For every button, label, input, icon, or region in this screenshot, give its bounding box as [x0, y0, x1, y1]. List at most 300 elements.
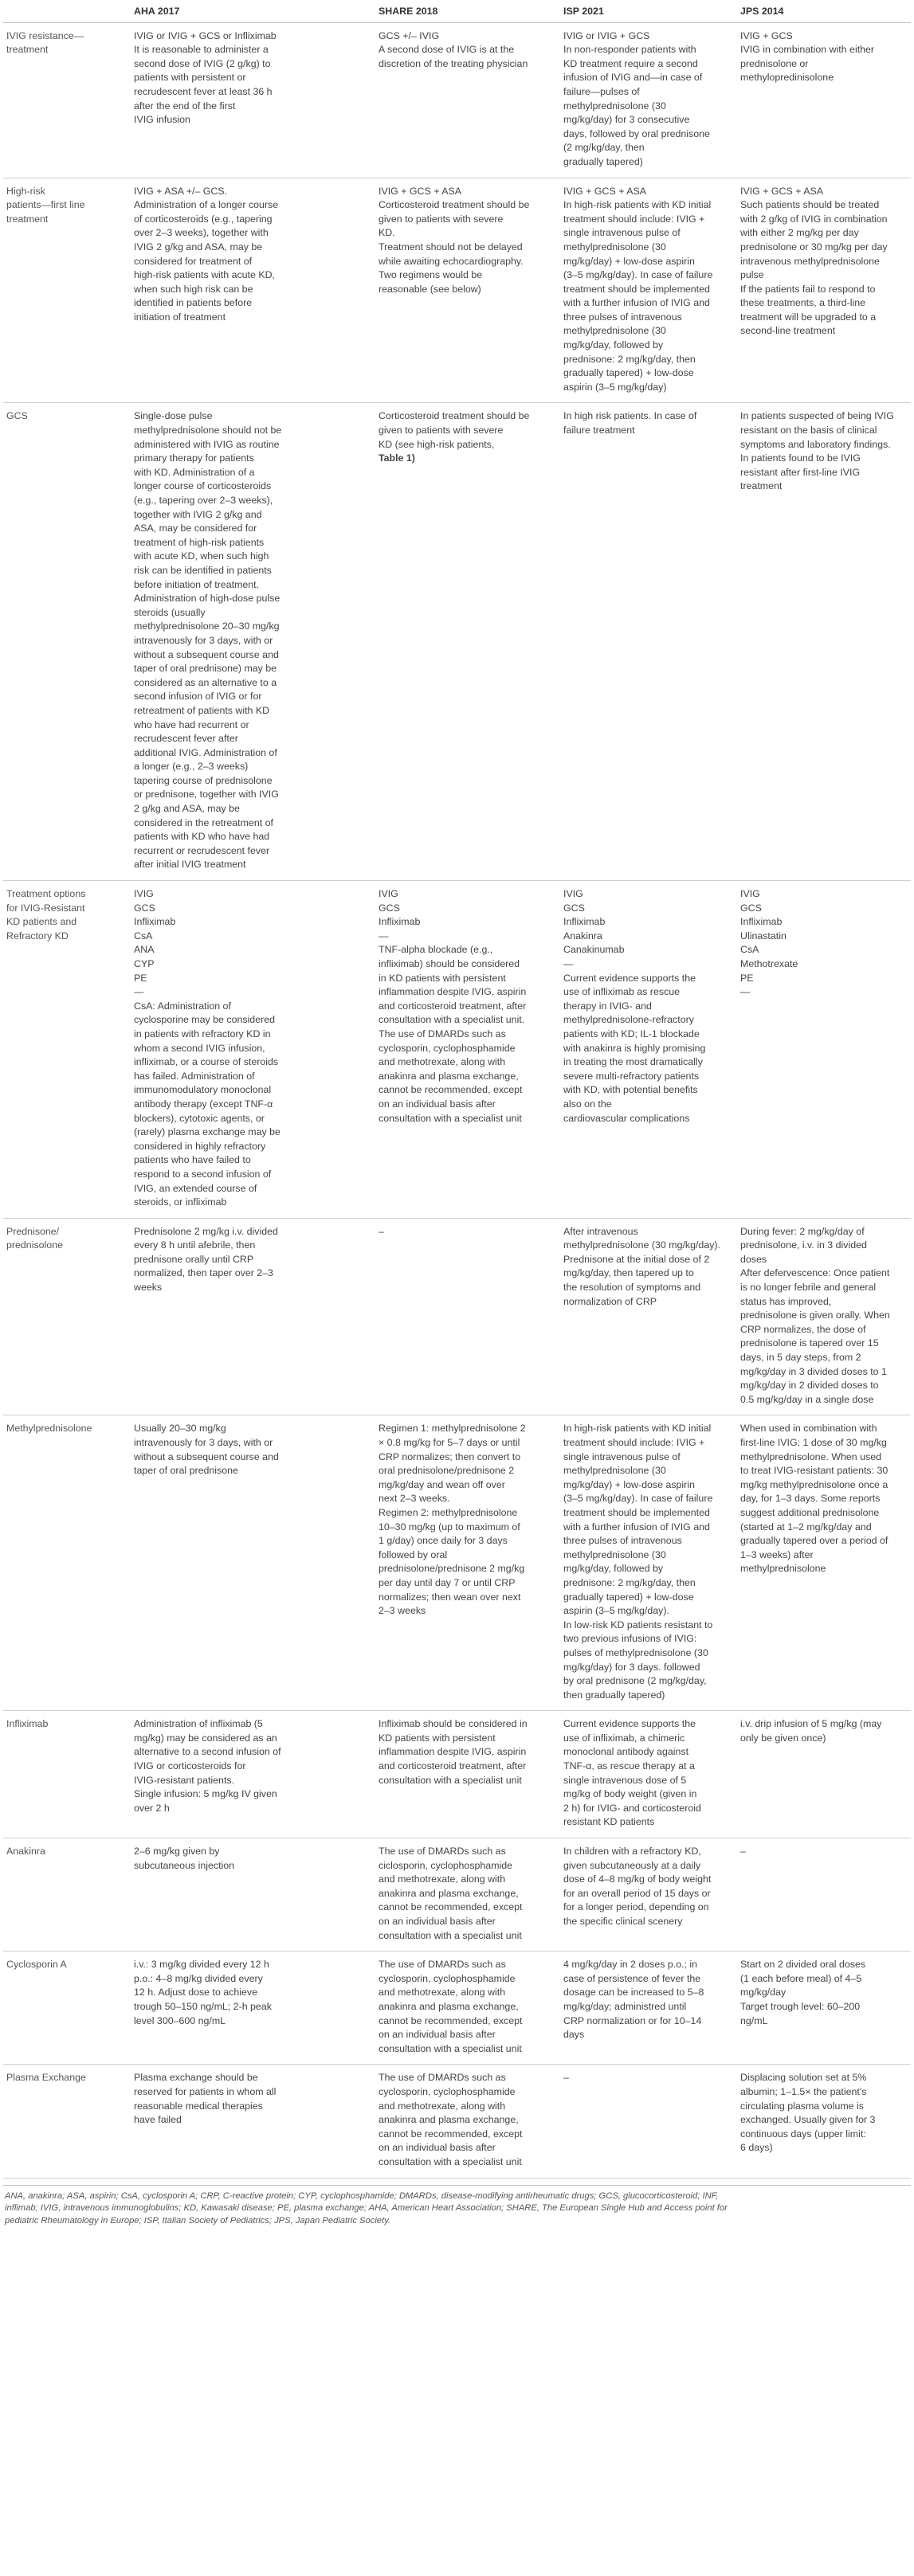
cell-text-line: methylprednisolone (30	[563, 241, 666, 253]
cell-text-line: next 2–3 weeks.	[379, 1493, 450, 1505]
cell-text-line: aspirin (3–5 mg/kg/day)	[563, 381, 667, 393]
cell-share-2018	[375, 1711, 560, 1838]
cell-text-line: —	[134, 986, 144, 998]
cell-text-line: GCS	[563, 902, 585, 914]
cell-text-line: trough 50–150 ng/mL; 2-h peak	[134, 2000, 272, 2012]
cell-text-line: Single-dose pulse	[134, 410, 213, 422]
cell-text-line: Infliximab	[379, 916, 421, 928]
row-header-cell	[3, 1711, 131, 1838]
cell-text-line: methylprednisolone 20–30 mg/kg	[134, 621, 280, 632]
cell-text-line: methylprednisolone (30	[563, 100, 666, 112]
row-header-cell	[3, 2065, 131, 2178]
cell-text-line: KD treatment require a second	[563, 57, 698, 69]
cell-text-line: ANA	[134, 944, 155, 956]
table-row	[3, 1218, 911, 1415]
cell-text-line: on an individual basis after	[379, 1098, 496, 1110]
cell-text-line: reasonable (see below)	[379, 283, 481, 295]
cell-text-line: 6 days)	[740, 2142, 773, 2154]
cell-text-line: (1 each before meal) of 4–5	[740, 1972, 862, 1984]
cell-isp-2021	[560, 881, 737, 1219]
cell-text-line: while awaiting echocardiography.	[379, 255, 524, 267]
cell-text-line: –	[563, 2072, 569, 2084]
cell-text-line: After intravenous	[563, 1225, 638, 1237]
cell-aha-2017	[131, 178, 375, 403]
cell-text-line: treatment will be upgraded to a	[740, 311, 877, 323]
cell-text-line: continuous days (upper limit:	[740, 2128, 866, 2139]
cell-text-line: cannot be recommended, except	[379, 2128, 523, 2139]
cell-text-line: IVIG 2 g/kg and ASA, may be	[134, 241, 263, 253]
cell-text-line: Two regimens would be	[379, 269, 483, 281]
cell-text-line: on an individual basis after	[379, 2029, 496, 2041]
cell-text-line: In patients suspected of being IVIG	[740, 410, 894, 422]
cell-text-line: alternative to a second infusion of	[134, 1746, 281, 1758]
cell-text-line: The use of DMARDs such as	[379, 2072, 506, 2084]
cell-text-line: immunomodulatory monoclonal	[134, 1084, 272, 1096]
row-header-cell	[3, 178, 131, 403]
cell-text-line: methylprednisolone. When used	[740, 1450, 882, 1462]
cell-text-line: In children with a refractory KD,	[563, 1846, 701, 1858]
cell-text-line: first-line IVIG: 1 dose of 30 mg/kg	[740, 1437, 887, 1448]
cell-text-line: prednisolone or	[740, 57, 809, 69]
cell-jps-2014	[737, 22, 911, 178]
cell-text-line: Infliximab should be considered in	[379, 1718, 528, 1730]
cell-text-line: anakinra and plasma exchange,	[379, 1887, 519, 1899]
cell-text-line: failure—pulses of	[563, 85, 640, 97]
cell-text-line: mg/kg) may be considered as an	[134, 1732, 277, 1744]
cell-text-line: consultation with a specialist unit	[379, 2042, 522, 2054]
cell-aha-2017	[131, 403, 375, 881]
cell-text-line: CsA: Administration of	[134, 1000, 231, 1012]
row-header-line: treatment	[6, 44, 49, 56]
cell-text-line: IVIG or IVIG + GCS or Infliximab	[134, 29, 277, 41]
cell-text-line: Infliximab	[740, 916, 783, 928]
cell-text-line: subcutaneous injection	[134, 1859, 235, 1871]
cell-text-line: KD (see high-risk patients,	[379, 438, 495, 450]
cell-text-line: GCS	[379, 902, 400, 914]
row-header-line: GCS	[6, 410, 28, 422]
cell-aha-2017	[131, 1415, 375, 1711]
cell-text-line: Single infusion: 5 mg/kg IV given	[134, 1788, 277, 1800]
cell-text-line: methylprednisolone (30	[563, 1465, 666, 1477]
cell-text-line: level 300–600 ng/mL	[134, 2014, 226, 2026]
cell-text-line: TNF-alpha blockade (e.g.,	[379, 944, 493, 956]
cell-text-line: per day until day 7 or until CRP	[379, 1576, 516, 1588]
cell-text-line: 4 mg/kg/day in 2 doses p.o.; in	[563, 1959, 698, 1971]
row-header-line: IVIG resistance—	[6, 29, 84, 41]
cell-text-line: with anakinra is highly promising	[563, 1042, 706, 1054]
cell-text-line: monoclonal antibody against	[563, 1746, 689, 1758]
cell-jps-2014	[737, 403, 911, 881]
cell-text-line: mg/kg/day; administred until	[563, 2000, 687, 2012]
cell-text-line: recrudescent fever after	[134, 733, 238, 745]
cell-text-line: gradually tapered) + low-dose	[563, 367, 694, 379]
cell-text-line: Target trough level: 60–200	[740, 2000, 861, 2012]
cell-text-line: three pulses of intravenous	[563, 1535, 682, 1547]
cell-text-line: prednisolone/prednisone 2 mg/kg	[379, 1563, 525, 1575]
row-header-line: Methylprednisolone	[6, 1423, 92, 1435]
cell-text-line: also on the	[563, 1098, 612, 1110]
cell-text-line: consultation with a specialist unit	[379, 1112, 522, 1124]
cell-text-line: circulating plasma volume is	[740, 2100, 864, 2112]
cell-text-line: mg/kg/day and wean off over	[379, 1478, 505, 1490]
cell-text-line: mg/kg/day, followed by	[563, 339, 664, 351]
cell-text-line: longer course of corticosteroids	[134, 480, 272, 492]
cell-share-2018	[375, 881, 560, 1219]
cell-text-line: second infusion of IVIG or for	[134, 691, 262, 703]
cell-text-line: patients who have failed to	[134, 1154, 251, 1166]
cell-aha-2017	[131, 2065, 375, 2178]
cell-text-line: suggest additional prednisolone	[740, 1506, 880, 1518]
cell-text-line: resistant on the basis of clinical	[740, 425, 877, 437]
cell-text-line: (rarely) plasma exchange may be	[134, 1126, 280, 1138]
cell-text-line: In high-risk patients with KD initial	[563, 199, 712, 211]
header-cell-empty	[3, 2, 131, 22]
cell-text-line: given to patients with severe	[379, 213, 504, 225]
guideline-comparison-table	[3, 2, 911, 2179]
table-header	[3, 2, 911, 22]
cell-text-line: IVIG + GCS + ASA	[740, 185, 823, 197]
cell-isp-2021	[560, 403, 737, 881]
cell-text-line: additional IVIG. Administration of	[134, 746, 277, 758]
cell-text-line: IVIG	[740, 888, 760, 900]
cell-text-line: over 2–3 weeks), together with	[134, 227, 269, 239]
cell-text-line: normalizes; then wean over next	[379, 1591, 521, 1603]
cell-text-line: whom a second IVIG infusion,	[134, 1042, 265, 1054]
cell-text-line: use of infliximab as rescue	[563, 986, 681, 998]
cell-text-line: Current evidence supports the	[563, 1718, 696, 1730]
row-header-cell	[3, 881, 131, 1219]
cell-text-line: who have had recurrent or	[134, 718, 249, 730]
cell-text-line: treatment should be implemented	[563, 283, 710, 295]
row-header-cell	[3, 1952, 131, 2065]
cell-text-line: before initiation of treatment.	[134, 578, 260, 590]
cell-isp-2021	[560, 1952, 737, 2065]
table-row	[3, 1415, 911, 1711]
cell-text-line: pulses of methylprednisolone (30	[563, 1646, 708, 1658]
cell-text-line: prednisone: 2 mg/kg/day, then	[563, 1576, 696, 1588]
cell-text-line: reasonable medical therapies	[134, 2100, 263, 2112]
cell-text-line: Regimen 1: methylprednisolone 2	[379, 1423, 526, 1435]
table-footnote	[3, 2185, 911, 2228]
cell-text-line: × 0.8 mg/kg for 5–7 days or until	[379, 1437, 520, 1448]
row-header-line: Cyclosporin A	[6, 1959, 67, 1971]
cell-share-2018	[375, 403, 560, 881]
cell-text-line: without a subsequent course and	[134, 1450, 279, 1462]
cell-text-line: In low-risk KD patients resistant to	[563, 1619, 713, 1631]
cell-text-line: IVIG or corticosteroids for	[134, 1760, 246, 1772]
cell-text-line: A second dose of IVIG is at the	[379, 44, 515, 56]
cell-text-line: methylprednisolone (30	[563, 325, 666, 337]
cell-text-line: prednisolone is given orally. When	[740, 1310, 890, 1321]
cell-text-line: cyclosporin, cyclophosphamide	[379, 2085, 516, 2097]
cell-text-line: treatment should include: IVIG +	[563, 1437, 705, 1448]
cell-text-line: have failed	[134, 2114, 182, 2126]
cell-text-line: blockers), cytotoxic agents, or	[134, 1112, 265, 1124]
table-row	[3, 1952, 911, 2065]
cell-text-line: over 2 h	[134, 1802, 170, 1814]
cell-text-line: taper of oral prednisone) may be	[134, 663, 277, 675]
cell-text-line: dose of 4–8 mg/kg of body weight	[563, 1873, 712, 1885]
cell-text-line: and methotrexate, along with	[379, 1987, 506, 1999]
cell-jps-2014	[737, 1711, 911, 1838]
cell-text-line: methylprednisolone should not be	[134, 425, 282, 437]
cell-text-line: 2–3 weeks	[379, 1605, 426, 1617]
cell-text-line: GCS	[740, 902, 762, 914]
cell-text-line: In patients found to be IVIG	[740, 452, 861, 464]
cell-text-line: i.v.: 3 mg/kg divided every 12 h	[134, 1959, 269, 1971]
cell-text-line: mg/kg/day) for 3 consecutive	[563, 114, 690, 126]
cell-text-line: inflammation despite IVIG, aspirin	[379, 986, 527, 998]
cell-text-line: mg/kg/day) for 3 days. followed	[563, 1661, 700, 1673]
row-header-line: Plasma Exchange	[6, 2072, 86, 2084]
cell-text-line: –	[740, 1846, 746, 1858]
row-header-line: Prednisone/	[6, 1225, 60, 1237]
cell-text-line: 2 h) for IVIG- and corticosteroid	[563, 1802, 701, 1814]
cell-text-line: After defervescence: Once patient	[740, 1267, 890, 1279]
cell-text-line: prednisone: 2 mg/kg/day, then	[563, 353, 696, 365]
cell-text-line: CRP normalizes, the dose of	[740, 1323, 866, 1335]
cell-share-2018	[375, 178, 560, 403]
cell-text-line: cyclosporine may be considered	[134, 1014, 276, 1026]
cell-jps-2014	[737, 1415, 911, 1711]
cell-text-line: resistant KD patients	[563, 1816, 655, 1828]
cell-text-line: risk can be identified in patients	[134, 564, 272, 576]
cell-text-line: treatment should include: IVIG +	[563, 213, 705, 225]
cell-text-line: with KD, with potential benefits	[563, 1084, 698, 1096]
cell-text-line: and methotrexate, along with	[379, 1873, 506, 1885]
cell-text-line: status has improved,	[740, 1295, 832, 1307]
cell-text-line: CRP normalization or for 10–14	[563, 2014, 702, 2026]
cell-text-line: methylprednisolone (30	[563, 1548, 666, 1560]
cell-text-line: in treating the most dramatically	[563, 1056, 703, 1068]
row-header-line: treatment	[6, 213, 49, 225]
cell-text-line: retreatment of patients with KD	[134, 704, 270, 716]
cell-text-line: for an overall period of 15 days or	[563, 1887, 711, 1899]
cell-text-line: GCS	[134, 902, 155, 914]
cell-text-line: cannot be recommended, except	[379, 1901, 523, 1913]
cell-text-line: (started at 1–2 mg/kg/day and	[740, 1521, 872, 1533]
cell-text-line: on an individual basis after	[379, 2142, 496, 2154]
cell-text-line: day, for 1–3 days. Some reports	[740, 1493, 881, 1505]
cell-text-line: and methotrexate, along with	[379, 2100, 506, 2112]
cell-text-line: consultation with a specialist unit	[379, 1929, 522, 1941]
cell-share-2018	[375, 1218, 560, 1415]
cell-text-line: gradually tapered)	[563, 155, 643, 167]
cell-text-line: Displacing solution set at 5%	[740, 2072, 867, 2084]
cell-text-line: 10–30 mg/kg (up to maximum of	[379, 1521, 520, 1533]
cell-isp-2021	[560, 1415, 737, 1711]
cell-text-line: prednisolone or 30 mg/kg per day	[740, 241, 888, 253]
cell-text-line: IVIG in combination with either	[740, 44, 875, 56]
cell-text-line: (3–5 mg/kg/day). In case of failure	[563, 269, 713, 281]
cell-text-line: identified in patients before	[134, 297, 253, 309]
cell-text-line: mg/kg/day in 2 divided doses to	[740, 1380, 879, 1392]
cell-text-line: IVIG	[563, 888, 583, 900]
cell-text-line: i.v. drip infusion of 5 mg/kg (may	[740, 1718, 882, 1730]
header-cell-aha-2017: AHA 2017	[131, 2, 375, 22]
cell-text-line: the resolution of symptoms and	[563, 1282, 701, 1294]
row-header-cell	[3, 1838, 131, 1952]
cell-text-line: methylprednisolone	[740, 1563, 826, 1575]
cell-aha-2017	[131, 1952, 375, 2065]
cell-text-line: mg/kg/day) + low-dose aspirin	[563, 1478, 695, 1490]
cell-text-line: or prednisone, together with IVIG	[134, 789, 279, 801]
cell-text-line: Canakinumab	[563, 944, 625, 956]
cell-text-line: CRP normalizes; then convert to	[379, 1450, 521, 1462]
cell-text-line: antibody therapy (except TNF-α	[134, 1098, 273, 1110]
cell-text-line: of corticosteroids (e.g., tapering	[134, 213, 273, 225]
cell-text-line: mg/kg/day, followed by	[563, 1563, 664, 1575]
cell-text-line: with a further infusion of IVIG and	[563, 1521, 710, 1533]
cell-text-line: therapy in IVIG- and	[563, 1000, 652, 1012]
cell-text-line: intravenously for 3 days, with or	[134, 634, 273, 646]
cell-text-line: Administration of high-dose pulse	[134, 593, 280, 605]
cell-text-line: pulse	[740, 269, 764, 281]
cell-text-line: Methotrexate	[740, 958, 798, 969]
row-header-line: prednisolone	[6, 1239, 63, 1251]
cell-text-line: Start on 2 divided oral doses	[740, 1959, 866, 1971]
cell-text-line: treatment of high-risk patients	[134, 536, 265, 548]
table-row	[3, 403, 911, 881]
cell-text-line: Anakinra	[563, 930, 602, 942]
cell-text-line: IVIG-resistant patients.	[134, 1774, 235, 1786]
row-header-cell	[3, 1218, 131, 1415]
cell-text-line: GCS +/– IVIG	[379, 29, 440, 41]
cell-text-line: when such high risk can be	[134, 283, 253, 295]
cell-text-line: Treatment should not be delayed	[379, 241, 523, 253]
cell-text-line: for a longer period, depending on	[563, 1901, 709, 1913]
cell-text-line: IVIG	[379, 888, 398, 900]
cell-text-line: In non-responder patients with	[563, 44, 696, 56]
row-header-line: High-risk	[6, 185, 45, 197]
cell-text-line: steroids, or infliximab	[134, 1196, 227, 1208]
row-header-line: Refractory KD	[6, 930, 69, 942]
cell-text-line: The use of DMARDs such as	[379, 1959, 506, 1971]
cell-text-line: given subcutaneously at a daily	[563, 1859, 701, 1871]
cell-text-line: single intravenous dose of 5	[563, 1774, 687, 1786]
cell-text-line: normalization of CRP	[563, 1295, 657, 1307]
cell-text-line: discretion of the treating physician	[379, 57, 528, 69]
footnote-line: pediatric Rheumatology in Europe; ISP, Italian Society of Pediatrics; JPS, Japan Pediatric Society.	[5, 2215, 391, 2226]
cell-text-line: only be given once)	[740, 1732, 826, 1744]
cell-text-line: dosage can be increased to 5–8	[563, 1987, 704, 1999]
cell-text-line: gradually tapered) + low-dose	[563, 1591, 694, 1603]
table-row	[3, 22, 911, 178]
cell-text-line: recurrent or recrudescent fever	[134, 844, 270, 856]
cell-text-line: primary therapy for patients	[134, 452, 254, 464]
row-header-line: for IVIG-Resistant	[6, 902, 85, 914]
cell-text-line: —	[563, 958, 574, 969]
cell-text-line: infliximab) should be considered	[379, 958, 520, 969]
table-row	[3, 881, 911, 1219]
cell-text-line: reserved for patients in whom all	[134, 2085, 277, 2097]
cell-text-line: with either 2 mg/kg per day	[740, 227, 859, 239]
row-header-cell	[3, 22, 131, 178]
footnote-line: inflimab; IVIG, intravenous immunoglobulins; KD, Kawasaki disease; PE, plasma exchange; AHA, American Heart Association; SHARE, The European Single Hub and Access point for	[5, 2203, 728, 2214]
cell-text-line: PE	[134, 972, 147, 984]
cell-aha-2017	[131, 22, 375, 178]
cell-text-line: every 8 h until afebrile, then	[134, 1239, 256, 1251]
cell-text-line: IVIG infusion	[134, 114, 190, 126]
cell-text-line: respond to a second infusion of	[134, 1168, 272, 1180]
cell-text-line: 1–3 weeks) after	[740, 1548, 814, 1560]
cell-text-line: weeks	[134, 1282, 163, 1294]
cell-text-line: recrudescent fever at least 36 h	[134, 85, 273, 97]
cell-text-line: without a subsequent course and	[134, 648, 279, 660]
cell-text-line: albumin; 1–1.5× the patient's	[740, 2085, 867, 2097]
cell-share-2018	[375, 2065, 560, 2178]
cell-text-line: days	[563, 2029, 585, 2041]
cell-text-line: IVIG	[134, 888, 154, 900]
cell-text-line: inflammation despite IVIG, aspirin	[379, 1746, 527, 1758]
cell-text-line: The use of DMARDs such as	[379, 1028, 506, 1039]
cell-share-2018	[375, 22, 560, 178]
cell-jps-2014	[737, 178, 911, 403]
cell-text-line: p.o.: 4–8 mg/kg divided every	[134, 1972, 263, 1984]
cell-text-line: TNF-α, as rescue therapy at a	[563, 1760, 695, 1772]
cell-text-line: —	[379, 930, 389, 942]
cell-text-line: considered in the retreatment of	[134, 816, 273, 828]
cell-isp-2021	[560, 1838, 737, 1952]
cell-text-line: failure treatment	[563, 425, 635, 437]
cell-aha-2017	[131, 1838, 375, 1952]
cell-text-line: infusion of IVIG and—in case of	[563, 72, 703, 84]
cell-text-line: Table 1)	[379, 452, 415, 464]
cell-text-line: Administration of infliximab (5	[134, 1718, 263, 1730]
header-cell-isp-2021: ISP 2021	[560, 2, 737, 22]
cell-text-line: two previous infusions of IVIG:	[563, 1633, 697, 1645]
cell-text-line: KD patients with persistent	[379, 1732, 496, 1744]
cell-jps-2014	[737, 1838, 911, 1952]
cell-text-line: mg/kg/day	[740, 1987, 787, 1999]
row-header-line: patients—first line	[6, 199, 85, 211]
cell-text-line: the specific clinical scenery	[563, 1916, 683, 1927]
cell-text-line: It is reasonable to administer a	[134, 44, 269, 56]
cell-text-line: exchanged. Usually given for 3	[740, 2114, 876, 2126]
cell-isp-2021	[560, 22, 737, 178]
cell-text-line: Regimen 2: methylprednisolone	[379, 1506, 518, 1518]
cell-text-line: with a further infusion of IVIG and	[563, 297, 710, 309]
cell-text-line: Corticosteroid treatment should be	[379, 199, 530, 211]
cell-text-line: treatment	[740, 480, 783, 492]
cell-text-line: Prednisolone 2 mg/kg i.v. divided	[134, 1225, 278, 1237]
cell-text-line: is no longer febrile and general	[740, 1282, 877, 1294]
cell-text-line: methylprednisolone-refractory	[563, 1014, 694, 1026]
cell-text-line: in KD patients with persistent	[379, 972, 506, 984]
cell-text-line: Administration of a longer course	[134, 199, 279, 211]
cell-text-line: 2–6 mg/kg given by	[134, 1846, 220, 1858]
cell-text-line: ng/mL	[740, 2014, 768, 2026]
cell-text-line: normalized, then taper over 2–3	[134, 1267, 273, 1279]
cell-text-line: cyclosporin, cyclophosphamide	[379, 1042, 516, 1054]
cell-share-2018	[375, 1838, 560, 1952]
cell-text-line: treatment should be implemented	[563, 1506, 710, 1518]
cell-text-line: During fever: 2 mg/kg/day of	[740, 1225, 865, 1237]
cell-text-line: (e.g., tapering over 2–3 weeks),	[134, 495, 273, 506]
cell-text-line: days, in 5 day steps, from 2	[740, 1352, 861, 1364]
cell-text-line: together with IVIG 2 g/kg and	[134, 508, 262, 520]
cell-jps-2014	[737, 881, 911, 1219]
cell-text-line: CsA	[134, 930, 153, 942]
cell-text-line: prednisone orally until CRP	[134, 1253, 254, 1265]
cell-text-line: Prednisone at the initial dose of 2	[563, 1253, 710, 1265]
footnote-line: ANA, anakinra; ASA, aspirin; CsA, cyclosporin A; CRP, C-reactive protein; CYP, cyclophosphamide; DMARDs, disease-modifying antirheumatic drugs; GCS, glucocorticosteroid; INF,	[5, 2190, 719, 2201]
cell-text-line: after initial IVIG treatment	[134, 859, 246, 871]
cell-text-line: prednisolone is tapered over 15	[740, 1337, 879, 1349]
cell-text-line: considered as an alternative to a	[134, 676, 277, 688]
header-cell-share-2018: SHARE 2018	[375, 2, 560, 22]
cell-text-line: anakinra and plasma exchange,	[379, 2000, 519, 2012]
